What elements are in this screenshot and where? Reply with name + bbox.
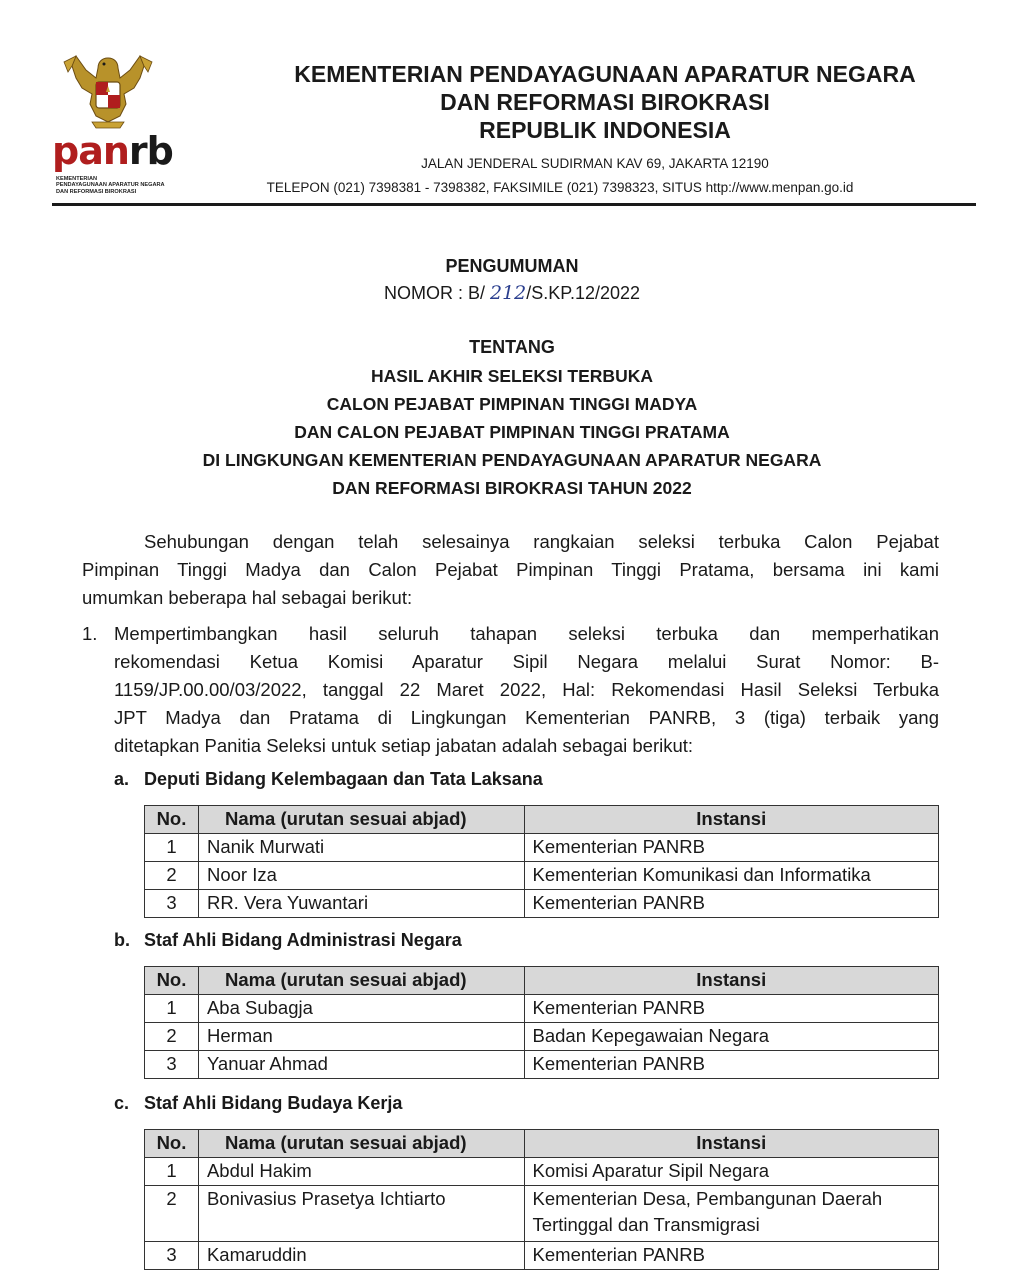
cell-nama: RR. Vera Yuwantari: [198, 890, 524, 918]
col-header-instansi: Instansi: [524, 1130, 938, 1158]
point-number: 1.: [82, 623, 98, 644]
letterhead-line-2: DAN REFORMASI BIROKRASI: [440, 89, 770, 115]
logo-subtitle: KEMENTERIAN PENDAYAGUNAAN APARATUR NEGARA DAN REFORMASI BIROKRASI: [56, 176, 165, 195]
letterhead-divider: [52, 203, 976, 206]
cell-instansi: Kementerian Komunikasi dan Informatika: [524, 862, 938, 890]
cell-nama: Bonivasius Prasetya Ichtiarto: [198, 1186, 524, 1242]
announcement-topic: HASIL AKHIR SELEKSI TERBUKA CALON PEJABAT PIMPINAN TINGGI MADYA DAN CALON PEJABAT PIMPINAN TINGGI PRATAMA DI LINGKUNGAN KEMENTERIAN PENDAYAGUNAAN APARATUR NEGARA DAN REFORMASI BIROKRASI TAHUN 2022: [202, 366, 822, 498]
col-header-nama: Nama (urutan sesuai abjad): [198, 1130, 524, 1158]
cell-no: 1: [145, 834, 199, 862]
table-row: [145, 862, 939, 890]
letterhead-line-3: REPUBLIK INDONESIA: [479, 117, 731, 143]
col-header-nama: Nama (urutan sesuai abjad): [198, 806, 524, 834]
cell-nama: Abdul Hakim: [198, 1158, 524, 1186]
intro-paragraph: Sehubungan dengan telah selesainya rangkaian seleksi terbuka Calon Pejabat Pimpinan Tinggi Madya dan Calon Pejabat Pimpinan Tinggi Pratama, bersama ini kami umumkan beberapa hal sebagai berikut:: [82, 531, 939, 608]
cell-nama: Kamaruddin: [198, 1242, 524, 1270]
cell-nama: Yanuar Ahmad: [198, 1051, 524, 1079]
cell-instansi: Kementerian Desa, Pembangunan Daerah Tertinggal dan Transmigrasi: [524, 1186, 938, 1242]
cell-instansi: Badan Kepegawaian Negara: [524, 1023, 938, 1051]
cell-no: 2: [145, 1023, 199, 1051]
col-header-instansi: Instansi: [524, 967, 938, 995]
handwritten-number: 212: [489, 282, 527, 304]
ministry-logo: [52, 48, 184, 195]
cell-no: 2: [145, 1186, 199, 1242]
cell-nama: Noor Iza: [198, 862, 524, 890]
cell-nama: Herman: [198, 1023, 524, 1051]
candidate-table: [144, 966, 939, 1079]
candidate-table: [144, 805, 939, 918]
table-row: [145, 1242, 939, 1270]
table-row: [145, 890, 939, 918]
table-row: [145, 1051, 939, 1079]
tentang-label: TENTANG: [469, 337, 555, 357]
logo-wordmark: panrb: [52, 129, 173, 173]
cell-instansi: Kementerian PANRB: [524, 834, 938, 862]
col-header-no: No.: [145, 806, 199, 834]
table-header-row: [145, 967, 939, 995]
cell-instansi: Kementerian PANRB: [524, 995, 938, 1023]
cell-no: 3: [145, 1051, 199, 1079]
section-heading: b. Staf Ahli Bidang Administrasi Negara: [114, 930, 462, 950]
cell-no: 3: [145, 1242, 199, 1270]
table-row: [145, 834, 939, 862]
announcement-number: NOMOR : B/ 212/S.KP.12/2022: [383, 282, 641, 304]
cell-instansi: Kementerian PANRB: [524, 890, 938, 918]
letterhead-title: [200, 60, 1010, 144]
col-header-nama: Nama (urutan sesuai abjad): [198, 967, 524, 995]
table-row: [145, 995, 939, 1023]
table-header-row: [145, 806, 939, 834]
letterhead-contact: TELEPON (021) 7398381 - 7398382, FAKSIMILE (021) 7398323, SITUS http://www.menpan.go.id: [266, 180, 854, 195]
cell-no: 1: [145, 995, 199, 1023]
cell-no: 2: [145, 862, 199, 890]
cell-no: 3: [145, 890, 199, 918]
table-header-row: [145, 1130, 939, 1158]
table-row: [145, 1023, 939, 1051]
cell-nama: Aba Subagja: [198, 995, 524, 1023]
section-heading: a. Deputi Bidang Kelembagaan dan Tata Laksana: [114, 769, 543, 789]
cell-nama: Nanik Murwati: [198, 834, 524, 862]
col-header-instansi: Instansi: [524, 806, 938, 834]
cell-instansi: Komisi Aparatur Sipil Negara: [524, 1158, 938, 1186]
col-header-no: No.: [145, 967, 199, 995]
cell-instansi: Kementerian PANRB: [524, 1051, 938, 1079]
cell-instansi: Kementerian PANRB: [524, 1242, 938, 1270]
candidate-table: [144, 1129, 939, 1270]
garuda-emblem-icon: [52, 48, 164, 132]
section-heading: c. Staf Ahli Bidang Budaya Kerja: [114, 1093, 403, 1113]
letterhead-address: JALAN JENDERAL SUDIRMAN KAV 69, JAKARTA 12190: [421, 156, 769, 171]
table-row: [145, 1158, 939, 1186]
table-row: [145, 1186, 939, 1242]
cell-no: 1: [145, 1158, 199, 1186]
announcement-title: PENGUMUMAN: [445, 256, 579, 276]
col-header-no: No.: [145, 1130, 199, 1158]
point-1-text: Mempertimbangkan hasil seluruh tahapan seleksi terbuka dan memperhatikan rekomendasi Ketua Komisi Aparatur Sipil Negara melalui Surat Nomor: B- 1159/JP.00.00/03/2022, tanggal 22 Maret 2022, Hal: Rekomendasi Hasil Seleksi Terbuka JPT Madya dan Pratama di Lingkungan Kementerian PANRB, 3 (tiga) terbaik yang ditetapkan Panitia Seleksi untuk setiap jabatan adalah sebagai berikut:: [114, 623, 939, 756]
letterhead-line-1: KEMENTERIAN PENDAYAGUNAAN APARATUR NEGARA: [294, 61, 916, 87]
